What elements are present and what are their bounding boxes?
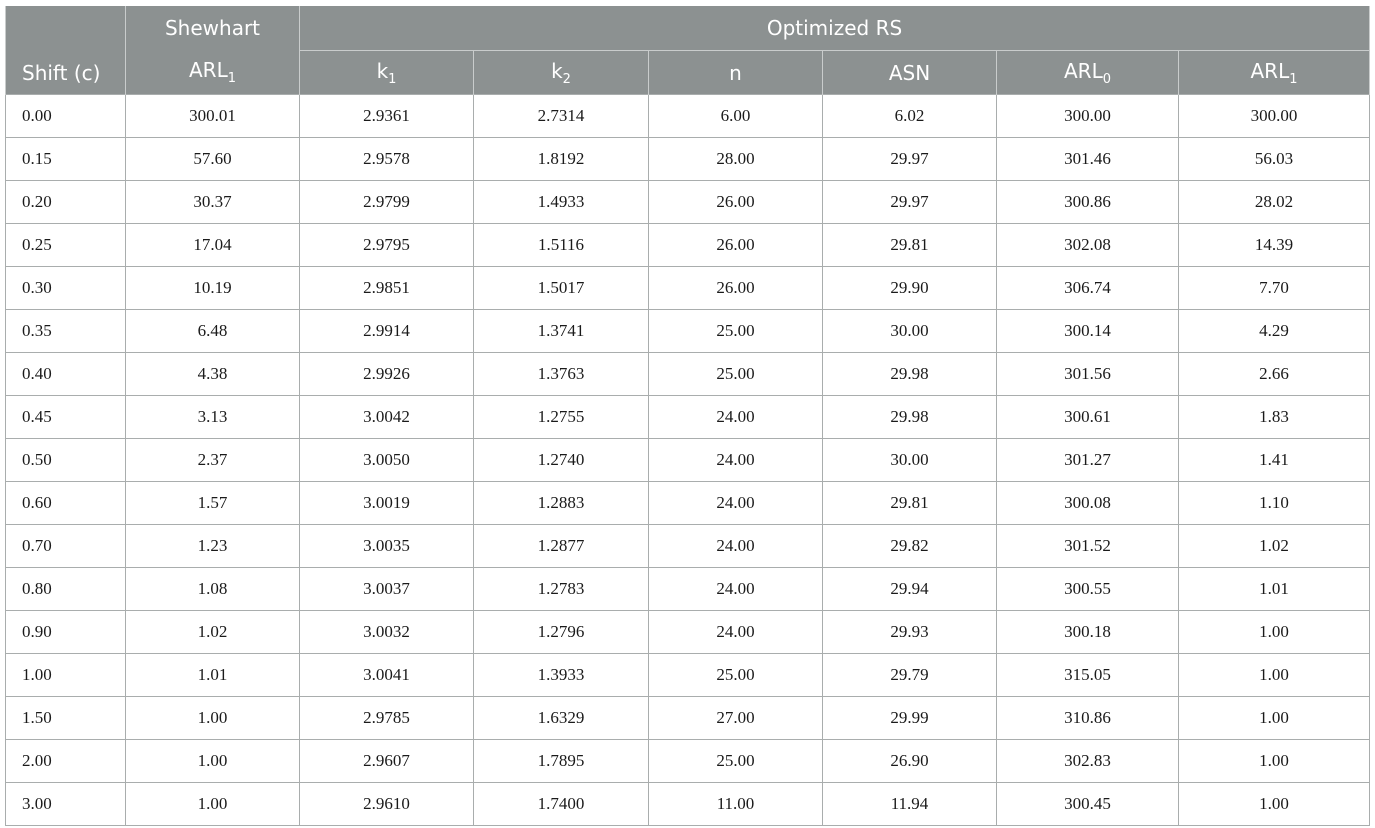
cell-arl0: 301.52 bbox=[997, 525, 1179, 568]
cell-asn: 26.90 bbox=[823, 740, 997, 783]
cell-shift: 0.00 bbox=[6, 95, 126, 138]
table-row bbox=[6, 181, 1370, 224]
cell-arl1: 1.00 bbox=[1179, 611, 1370, 654]
table-row bbox=[6, 353, 1370, 396]
table-row bbox=[6, 568, 1370, 611]
cell-arl0: 310.86 bbox=[997, 697, 1179, 740]
cell-asn: 30.00 bbox=[823, 439, 997, 482]
cell-k1: 2.9914 bbox=[300, 310, 474, 353]
table-row bbox=[6, 740, 1370, 783]
table-row bbox=[6, 224, 1370, 267]
cell-k2: 1.2883 bbox=[474, 482, 649, 525]
cell-n: 26.00 bbox=[649, 224, 823, 267]
cell-asn: 29.97 bbox=[823, 138, 997, 181]
cell-shift: 3.00 bbox=[6, 783, 126, 826]
cell-asn: 30.00 bbox=[823, 310, 997, 353]
cell-k2: 1.5116 bbox=[474, 224, 649, 267]
cell-arl1: 1.00 bbox=[1179, 654, 1370, 697]
cell-shift: 0.80 bbox=[6, 568, 126, 611]
cell-shewhart-arl1: 1.01 bbox=[126, 654, 300, 697]
cell-asn: 29.97 bbox=[823, 181, 997, 224]
cell-asn: 11.94 bbox=[823, 783, 997, 826]
cell-k1: 3.0019 bbox=[300, 482, 474, 525]
table-row bbox=[6, 138, 1370, 181]
header-n: n bbox=[649, 51, 823, 95]
cell-arl1: 56.03 bbox=[1179, 138, 1370, 181]
results-table bbox=[5, 6, 1370, 826]
cell-shewhart-arl1: 57.60 bbox=[126, 138, 300, 181]
cell-arl0: 300.18 bbox=[997, 611, 1179, 654]
cell-arl0: 301.56 bbox=[997, 353, 1179, 396]
cell-shift: 0.40 bbox=[6, 353, 126, 396]
cell-n: 24.00 bbox=[649, 439, 823, 482]
cell-arl1: 2.66 bbox=[1179, 353, 1370, 396]
cell-k2: 1.5017 bbox=[474, 267, 649, 310]
cell-asn: 6.02 bbox=[823, 95, 997, 138]
header-shift: Shift (c) bbox=[6, 6, 126, 95]
cell-n: 28.00 bbox=[649, 138, 823, 181]
header-optimized-rs: Optimized RS bbox=[300, 6, 1370, 51]
cell-shewhart-arl1: 4.38 bbox=[126, 353, 300, 396]
cell-arl0: 302.83 bbox=[997, 740, 1179, 783]
cell-arl1: 1.00 bbox=[1179, 740, 1370, 783]
cell-shift: 0.60 bbox=[6, 482, 126, 525]
cell-k1: 3.0032 bbox=[300, 611, 474, 654]
cell-arl1: 1.41 bbox=[1179, 439, 1370, 482]
cell-arl1: 1.02 bbox=[1179, 525, 1370, 568]
cell-shift: 0.35 bbox=[6, 310, 126, 353]
cell-arl1: 1.01 bbox=[1179, 568, 1370, 611]
cell-arl1: 28.02 bbox=[1179, 181, 1370, 224]
cell-shift: 1.50 bbox=[6, 697, 126, 740]
cell-shewhart-arl1: 3.13 bbox=[126, 396, 300, 439]
cell-n: 24.00 bbox=[649, 568, 823, 611]
table-row bbox=[6, 396, 1370, 439]
cell-k1: 2.9785 bbox=[300, 697, 474, 740]
cell-k1: 3.0041 bbox=[300, 654, 474, 697]
cell-n: 27.00 bbox=[649, 697, 823, 740]
cell-k1: 3.0050 bbox=[300, 439, 474, 482]
cell-shewhart-arl1: 1.00 bbox=[126, 697, 300, 740]
cell-n: 26.00 bbox=[649, 181, 823, 224]
cell-asn: 29.99 bbox=[823, 697, 997, 740]
cell-shift: 0.20 bbox=[6, 181, 126, 224]
cell-k2: 1.2796 bbox=[474, 611, 649, 654]
header-k1: $k_1$ bbox=[300, 51, 474, 95]
cell-shift: 0.90 bbox=[6, 611, 126, 654]
cell-arl0: 300.14 bbox=[997, 310, 1179, 353]
cell-k1: 2.9607 bbox=[300, 740, 474, 783]
cell-k2: 1.4933 bbox=[474, 181, 649, 224]
cell-n: 24.00 bbox=[649, 482, 823, 525]
cell-arl0: 300.08 bbox=[997, 482, 1179, 525]
cell-asn: 29.90 bbox=[823, 267, 997, 310]
cell-shewhart-arl1: 6.48 bbox=[126, 310, 300, 353]
cell-arl0: 301.27 bbox=[997, 439, 1179, 482]
header-arl1: $ARL_1$ bbox=[1179, 51, 1370, 95]
cell-shewhart-arl1: 1.00 bbox=[126, 783, 300, 826]
table-row bbox=[6, 439, 1370, 482]
cell-arl0: 300.55 bbox=[997, 568, 1179, 611]
cell-shift: 0.30 bbox=[6, 267, 126, 310]
table-container bbox=[5, 6, 1370, 826]
cell-arl0: 300.61 bbox=[997, 396, 1179, 439]
table-row bbox=[6, 95, 1370, 138]
table-row bbox=[6, 482, 1370, 525]
cell-k1: 3.0035 bbox=[300, 525, 474, 568]
cell-arl0: 300.86 bbox=[997, 181, 1179, 224]
cell-k1: 2.9799 bbox=[300, 181, 474, 224]
cell-arl0: 302.08 bbox=[997, 224, 1179, 267]
cell-arl1: 7.70 bbox=[1179, 267, 1370, 310]
cell-arl0: 301.46 bbox=[997, 138, 1179, 181]
cell-asn: 29.98 bbox=[823, 353, 997, 396]
cell-arl0: 306.74 bbox=[997, 267, 1179, 310]
cell-k1: 2.9926 bbox=[300, 353, 474, 396]
cell-k2: 1.2755 bbox=[474, 396, 649, 439]
cell-k2: 2.7314 bbox=[474, 95, 649, 138]
table-row bbox=[6, 654, 1370, 697]
table-row bbox=[6, 697, 1370, 740]
cell-n: 24.00 bbox=[649, 611, 823, 654]
cell-n: 26.00 bbox=[649, 267, 823, 310]
table-row bbox=[6, 310, 1370, 353]
cell-k1: 2.9610 bbox=[300, 783, 474, 826]
cell-k2: 1.2783 bbox=[474, 568, 649, 611]
cell-n: 6.00 bbox=[649, 95, 823, 138]
cell-n: 11.00 bbox=[649, 783, 823, 826]
cell-shewhart-arl1: 2.37 bbox=[126, 439, 300, 482]
cell-n: 25.00 bbox=[649, 654, 823, 697]
cell-shewhart-arl1: 1.02 bbox=[126, 611, 300, 654]
header-k2: $k_2$ bbox=[474, 51, 649, 95]
header-shewhart-arl1: $ARL_1$ bbox=[126, 51, 300, 95]
cell-arl1: 1.00 bbox=[1179, 783, 1370, 826]
cell-asn: 29.81 bbox=[823, 224, 997, 267]
cell-k2: 1.2877 bbox=[474, 525, 649, 568]
cell-shift: 2.00 bbox=[6, 740, 126, 783]
cell-n: 25.00 bbox=[649, 353, 823, 396]
cell-shewhart-arl1: 10.19 bbox=[126, 267, 300, 310]
cell-asn: 29.93 bbox=[823, 611, 997, 654]
cell-shift: 0.45 bbox=[6, 396, 126, 439]
cell-arl1: 1.10 bbox=[1179, 482, 1370, 525]
cell-k1: 2.9361 bbox=[300, 95, 474, 138]
cell-n: 25.00 bbox=[649, 740, 823, 783]
cell-arl0: 300.00 bbox=[997, 95, 1179, 138]
cell-k2: 1.2740 bbox=[474, 439, 649, 482]
cell-n: 25.00 bbox=[649, 310, 823, 353]
table-header bbox=[6, 6, 1370, 95]
cell-shift: 0.25 bbox=[6, 224, 126, 267]
cell-shewhart-arl1: 17.04 bbox=[126, 224, 300, 267]
header-arl0: $ARL_0$ bbox=[997, 51, 1179, 95]
table-body bbox=[6, 95, 1370, 826]
cell-k2: 1.6329 bbox=[474, 697, 649, 740]
cell-k2: 1.3741 bbox=[474, 310, 649, 353]
cell-n: 24.00 bbox=[649, 525, 823, 568]
header-asn: ASN bbox=[823, 51, 997, 95]
cell-k2: 1.7895 bbox=[474, 740, 649, 783]
cell-arl0: 300.45 bbox=[997, 783, 1179, 826]
cell-k1: 2.9795 bbox=[300, 224, 474, 267]
cell-asn: 29.81 bbox=[823, 482, 997, 525]
header-shewhart: Shewhart bbox=[126, 6, 300, 51]
cell-k2: 1.8192 bbox=[474, 138, 649, 181]
cell-k2: 1.7400 bbox=[474, 783, 649, 826]
cell-shewhart-arl1: 1.00 bbox=[126, 740, 300, 783]
cell-k2: 1.3763 bbox=[474, 353, 649, 396]
cell-shift: 0.70 bbox=[6, 525, 126, 568]
cell-shewhart-arl1: 300.01 bbox=[126, 95, 300, 138]
cell-shewhart-arl1: 1.23 bbox=[126, 525, 300, 568]
cell-k1: 2.9851 bbox=[300, 267, 474, 310]
cell-arl1: 4.29 bbox=[1179, 310, 1370, 353]
cell-k1: 3.0037 bbox=[300, 568, 474, 611]
cell-arl1: 14.39 bbox=[1179, 224, 1370, 267]
cell-k1: 3.0042 bbox=[300, 396, 474, 439]
table-row bbox=[6, 783, 1370, 826]
cell-shewhart-arl1: 1.08 bbox=[126, 568, 300, 611]
cell-asn: 29.94 bbox=[823, 568, 997, 611]
table-row bbox=[6, 525, 1370, 568]
cell-n: 24.00 bbox=[649, 396, 823, 439]
cell-asn: 29.79 bbox=[823, 654, 997, 697]
cell-arl1: 300.00 bbox=[1179, 95, 1370, 138]
cell-k1: 2.9578 bbox=[300, 138, 474, 181]
cell-arl0: 315.05 bbox=[997, 654, 1179, 697]
cell-shift: 0.15 bbox=[6, 138, 126, 181]
cell-arl1: 1.00 bbox=[1179, 697, 1370, 740]
cell-asn: 29.82 bbox=[823, 525, 997, 568]
cell-shewhart-arl1: 30.37 bbox=[126, 181, 300, 224]
cell-arl1: 1.83 bbox=[1179, 396, 1370, 439]
cell-shewhart-arl1: 1.57 bbox=[126, 482, 300, 525]
cell-shift: 0.50 bbox=[6, 439, 126, 482]
cell-shift: 1.00 bbox=[6, 654, 126, 697]
cell-k2: 1.3933 bbox=[474, 654, 649, 697]
table-row bbox=[6, 611, 1370, 654]
cell-asn: 29.98 bbox=[823, 396, 997, 439]
table-row bbox=[6, 267, 1370, 310]
